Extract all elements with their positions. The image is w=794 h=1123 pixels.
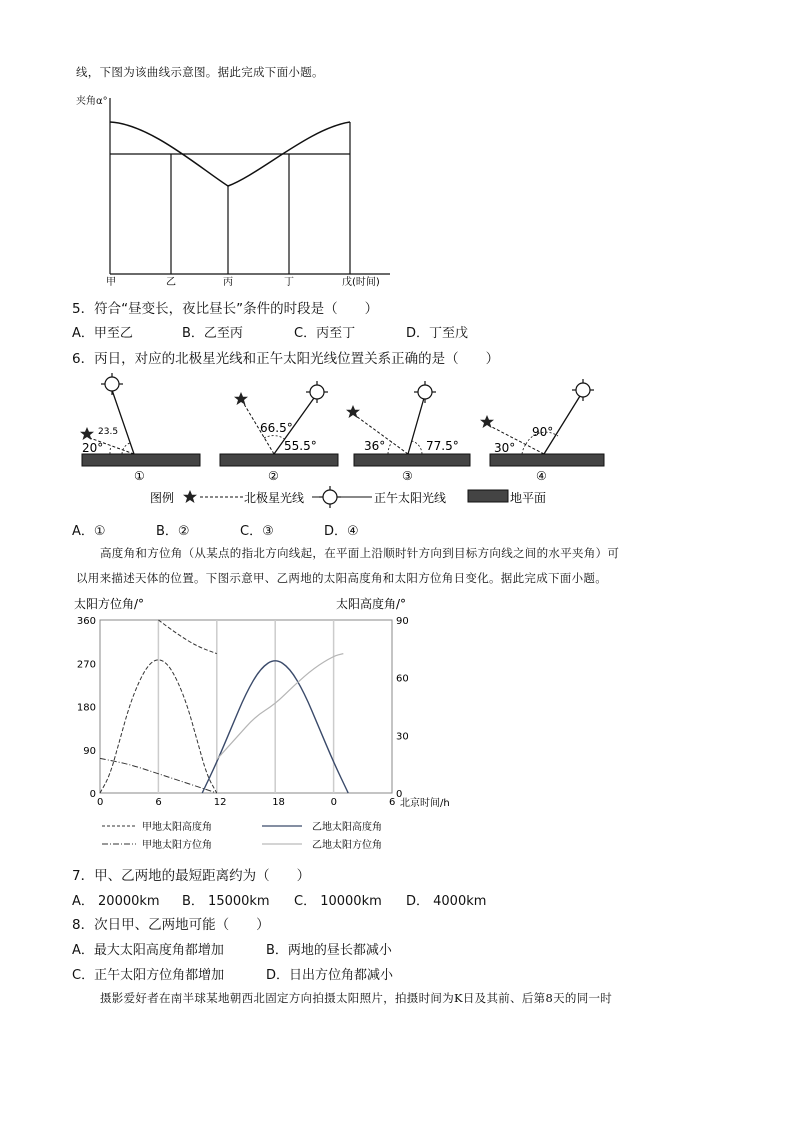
q6-panel-3-angle-b: 77.5° (426, 439, 459, 453)
q5-option-d[interactable]: D．丁至戊 (406, 326, 469, 341)
star-icon (80, 427, 94, 440)
legend-jia-azimuth: 甲地太阳方位角 (142, 840, 212, 851)
legend-star-label: 北极星光线 (244, 491, 305, 505)
chart-series-4 (217, 654, 344, 760)
q6-panel-4-angle-b: 90° (532, 425, 554, 439)
sun-icon (101, 373, 123, 395)
chart-x-tick: 12 (213, 797, 227, 808)
q8-option-d[interactable]: D．日出方位角都减小 (266, 968, 394, 983)
q7-stem: 7．甲、乙两地的最短距离约为（ ） (72, 868, 311, 884)
q6-panel-1-angle-a: 23.5 (98, 427, 119, 437)
q6-panel-1-angle-b: 20° (82, 441, 104, 455)
q6-panel-1 (80, 373, 200, 483)
q7-option-d[interactable]: D． 4000km (406, 894, 487, 909)
chart-y-right-tick: 90 (396, 616, 409, 627)
fig1-tick-yi: 乙 (166, 277, 176, 288)
q6-option-d[interactable]: D．④ (324, 524, 359, 539)
q7-option-b[interactable]: B． 15000km (182, 894, 270, 909)
chart-y-left-tick: 270 (76, 659, 96, 671)
q6-panel-2-angle-b: 55.5° (284, 439, 317, 453)
sun-icon (306, 381, 328, 403)
q6-panel-4 (480, 379, 604, 483)
q8-option-b[interactable]: B．两地的昼长都减小 (266, 943, 392, 958)
legend-yi-altitude: 乙地太阳高度角 (312, 822, 382, 833)
q6-option-c[interactable]: C．③ (240, 524, 274, 539)
intro-text: 线，下图为该曲线示意图。据此完成下面小题。 (76, 65, 324, 79)
fig1-tick-bing: 丙 (223, 277, 233, 288)
chart-x-label: 北京时间/h (400, 798, 450, 809)
chart-y-left-tick: 360 (76, 616, 96, 627)
fig1-tick-ding: 丁 (284, 277, 294, 288)
chart-plot-frame (100, 620, 392, 793)
chart-y-left-label: 太阳方位角/° (74, 597, 145, 611)
chart-series-2 (158, 620, 216, 654)
sun-angle-chart (70, 592, 480, 856)
q6-stem: 6．丙日，对应的北极星光线和正午太阳光线位置关系正确的是（ ） (72, 351, 500, 367)
sun-icon (414, 381, 436, 403)
sun-icon (572, 379, 594, 401)
star-icon (346, 405, 360, 418)
q5-option-c[interactable]: C．丙至丁 (294, 326, 356, 341)
chart-x-tick: 0 (97, 797, 104, 808)
chart-y-left-tick: 90 (83, 745, 96, 757)
chart-y-right-tick: 0 (396, 789, 403, 800)
star-icon (480, 415, 494, 428)
q6-panel-3 (346, 381, 470, 483)
chart-y-right-tick: 60 (396, 673, 409, 685)
q6-legend (150, 486, 546, 508)
passage2-line1: 高度角和方位角（从某点的指北方向线起，在平面上沿顺时针方向到目标方向线之间的水平夹角）可 (100, 546, 620, 560)
q6-panel-2-angle-a: 66.5° (260, 421, 293, 435)
legend-sun-icon (319, 486, 341, 508)
chart-x-tick: 0 (330, 797, 337, 808)
chart-x-tick: 18 (272, 797, 285, 808)
chart-x-tick: 6 (389, 797, 396, 808)
q6-panel-4-num: ④ (536, 469, 547, 483)
chart-x-tick: 6 (155, 797, 162, 808)
q6-panel-4-angle-a: 30° (494, 441, 516, 455)
q5-option-a[interactable]: A．甲至乙 (72, 326, 133, 341)
chart-y-left-tick: 0 (89, 789, 96, 800)
passage2-line2: 以用来描述天体的位置。下图示意甲、乙两地的太阳高度角和太阳方位角日变化。据此完成下面小题。 (76, 571, 607, 585)
q6-option-b[interactable]: B．② (156, 524, 190, 539)
legend-ground-label: 地平面 (510, 491, 547, 505)
chart-y-right-tick: 30 (396, 731, 409, 743)
q5-stem: 5．符合“昼变长，夜比昼长”条件的时段是（ ） (72, 301, 379, 317)
q6-panel-2-num: ② (268, 469, 279, 483)
legend-star-icon (183, 490, 197, 503)
q8-option-a[interactable]: A．最大太阳高度角都增加 (72, 943, 224, 958)
legend-yi-azimuth: 乙地太阳方位角 (312, 840, 382, 851)
figure-angle-curve (70, 88, 400, 288)
fig1-tick-jia: 甲 (106, 277, 116, 288)
q7-option-a[interactable]: A． 20000km (72, 894, 160, 909)
legend-sun-label: 正午太阳光线 (374, 491, 447, 505)
q6-panel-2 (220, 381, 338, 483)
legend-title: 图例 (150, 491, 175, 505)
chart-legend (102, 820, 382, 851)
fig1-ylabel: 夹角α° (76, 96, 108, 107)
star-icon (234, 392, 248, 405)
q5-option-b[interactable]: B．乙至丙 (182, 326, 243, 341)
q6-panel-1-num: ① (134, 469, 145, 483)
q7-option-c[interactable]: C． 10000km (294, 894, 382, 909)
q8-option-c[interactable]: C．正午太阳方位角都增加 (72, 968, 225, 983)
q6-figure (74, 370, 614, 512)
q6-panel-3-num: ③ (402, 469, 413, 483)
q6-panel-3-angle-a: 36° (364, 439, 386, 453)
chart-y-right-label: 太阳高度角/° (336, 597, 407, 611)
legend-jia-altitude: 甲地太阳高度角 (142, 822, 212, 833)
passage3-line1: 摄影爱好者在南半球某地朝西北固定方向拍摄太阳照片，拍摄时间为K日及其前、后第8天的同一时 (100, 991, 613, 1005)
q6-option-a[interactable]: A．① (72, 524, 106, 539)
q8-stem: 8．次日甲、乙两地可能（ ） (72, 917, 270, 933)
fig1-tick-wu: 戊(时间) (342, 277, 380, 288)
chart-y-left-tick: 180 (76, 702, 96, 714)
